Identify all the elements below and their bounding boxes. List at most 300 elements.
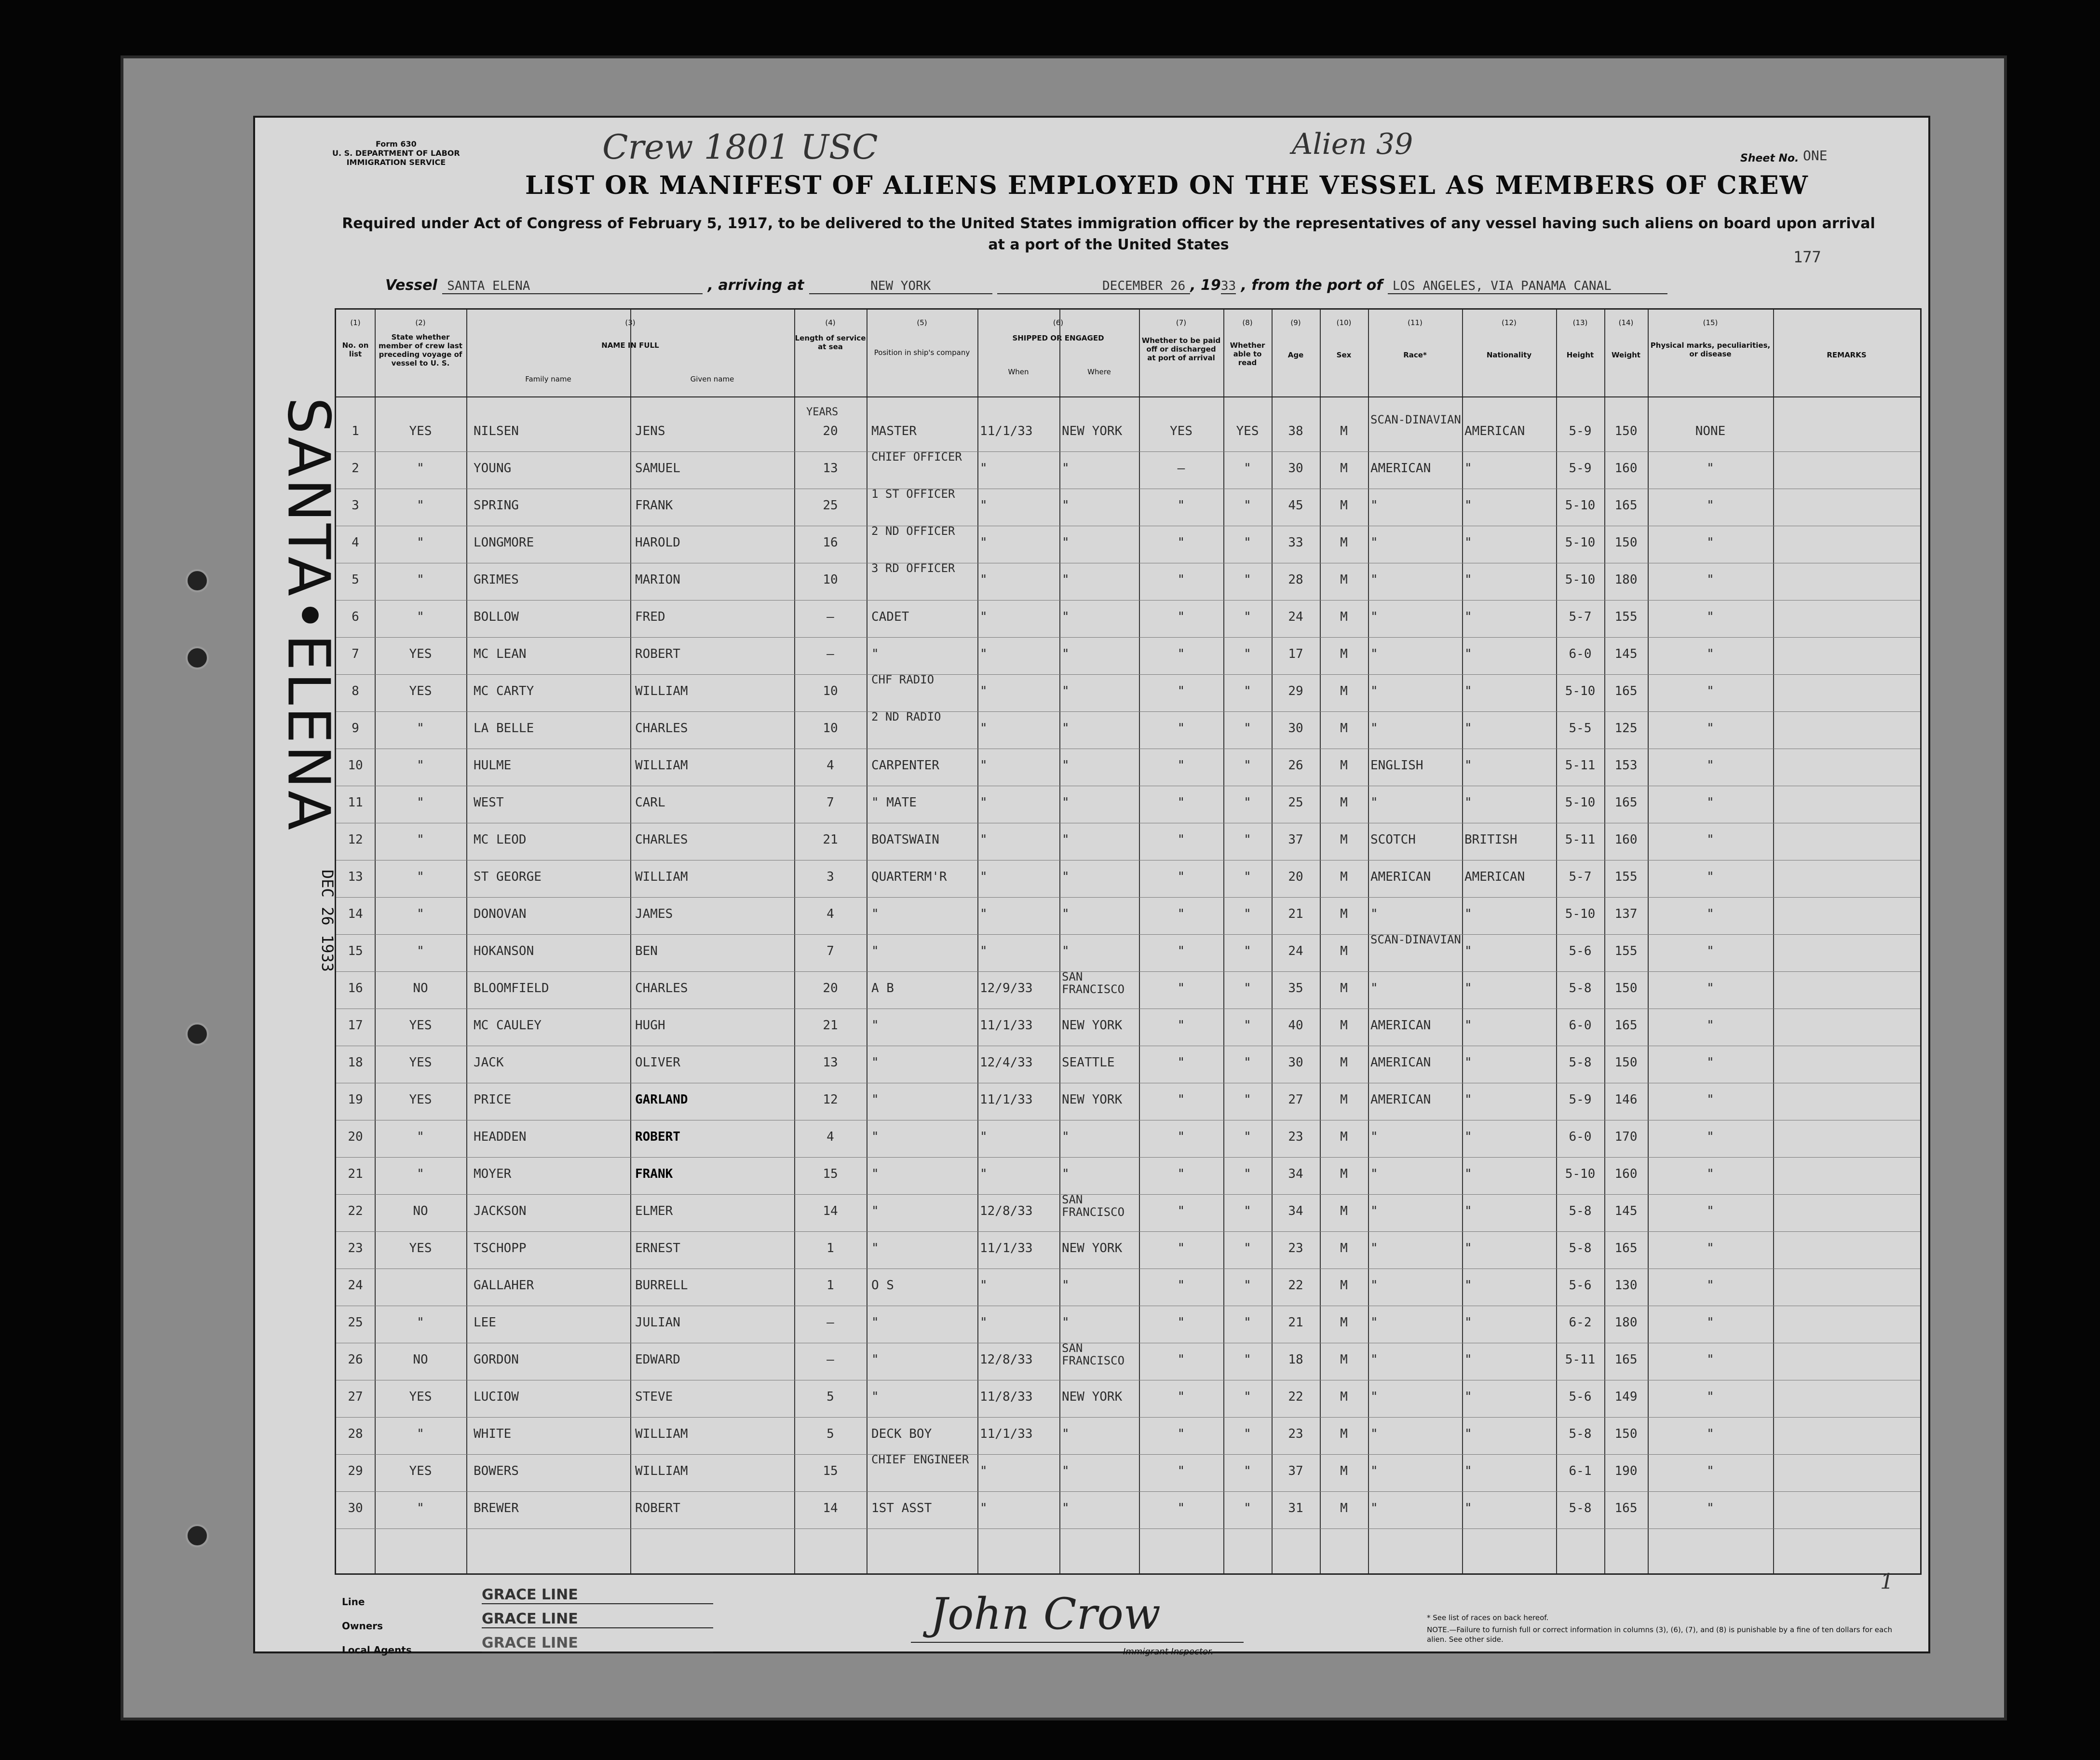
cell-paid: "	[1177, 721, 1185, 736]
table-row	[336, 1495, 1920, 1532]
cell-physical: "	[1707, 1055, 1714, 1070]
cell-height: 5-5	[1569, 721, 1592, 736]
cell-paid: "	[1177, 535, 1185, 550]
cell-physical: "	[1707, 944, 1714, 958]
cell-where: "	[1062, 907, 1070, 921]
cell-age: 23	[1288, 1241, 1303, 1255]
table-row	[336, 1050, 1920, 1087]
cell-nationality: "	[1464, 1167, 1472, 1181]
cell-service: 20	[823, 981, 838, 996]
cell-sex: M	[1340, 498, 1348, 513]
cell-sex: M	[1340, 1278, 1348, 1293]
cell-service: 21	[823, 1018, 838, 1033]
cell-family: WHITE	[474, 1427, 512, 1441]
cell-physical: "	[1707, 795, 1714, 810]
cell-age: 25	[1288, 795, 1303, 810]
cell-sex: M	[1340, 1390, 1348, 1404]
cell-nationality: "	[1464, 535, 1472, 550]
cell-race: AMERICAN	[1370, 870, 1431, 884]
cell-physical: "	[1707, 1278, 1714, 1293]
row-rule	[336, 451, 1920, 452]
row-rule	[336, 1454, 1920, 1455]
cell-position: "	[871, 1018, 879, 1033]
cell-age: 21	[1288, 1315, 1303, 1330]
cell-nationality: "	[1464, 1055, 1472, 1070]
cell-paid: "	[1177, 832, 1185, 847]
cell-read: "	[1244, 1315, 1251, 1330]
cell-physical: "	[1707, 1204, 1714, 1218]
cell-sex: M	[1340, 758, 1348, 773]
cell-when: "	[980, 795, 988, 810]
cell-sex: M	[1340, 1055, 1348, 1070]
cell-read: "	[1244, 981, 1251, 996]
cell-where: "	[1062, 498, 1070, 513]
cell-sex: M	[1340, 870, 1348, 884]
header-family-name: Family name	[525, 375, 571, 383]
cell-sex: M	[1340, 535, 1348, 550]
cell-weight: 155	[1614, 870, 1638, 884]
cell-service: 4	[826, 907, 834, 921]
cell-sex: M	[1340, 1130, 1348, 1144]
cell-physical: "	[1707, 1018, 1714, 1033]
cell-age: 22	[1288, 1278, 1303, 1293]
cell-height: 5-8	[1569, 1204, 1592, 1218]
row-rule	[336, 1528, 1920, 1529]
cell-weight: 165	[1614, 1241, 1638, 1255]
cell-family: HOKANSON	[474, 944, 534, 958]
cell-age: 34	[1288, 1167, 1303, 1181]
form-header	[332, 139, 460, 167]
cell-sex: M	[1340, 944, 1348, 958]
cell-height: 5-10	[1565, 535, 1596, 550]
cell-given: JENS	[635, 424, 665, 438]
cell-weight: 160	[1614, 461, 1638, 476]
header-when: When	[1008, 368, 1029, 376]
owners-value: GRACE LINE	[482, 1610, 713, 1628]
table-row	[336, 933, 1920, 975]
cell-sex: M	[1340, 1018, 1348, 1033]
vessel-label: Vessel	[385, 277, 437, 294]
cell-read: "	[1244, 795, 1251, 810]
cell-nationality: "	[1464, 684, 1472, 698]
cell-race: SCOTCH	[1370, 832, 1416, 847]
from-port: LOS ANGELES, VIA PANAMA CANAL	[1388, 279, 1667, 294]
cell-when: "	[980, 1501, 988, 1515]
cell-height: 5-8	[1569, 981, 1592, 996]
header-name: NAME IN FULL	[601, 341, 659, 350]
cell-read: "	[1244, 1055, 1251, 1070]
cell-physical: "	[1707, 1427, 1714, 1441]
cell-height: 5-10	[1565, 907, 1596, 921]
cell-position: "	[871, 1055, 879, 1070]
cell-when: 12/8/33	[980, 1204, 1033, 1218]
cell-family: MC LEOD	[474, 832, 527, 847]
table-row	[336, 487, 1920, 530]
cell-when: 11/1/33	[980, 1427, 1033, 1441]
cell-position: "	[871, 1092, 879, 1107]
cell-when: "	[980, 1130, 988, 1144]
cell-position: "	[871, 1130, 879, 1144]
cell-prev: "	[417, 498, 424, 513]
cell-given: ROBERT	[635, 1130, 680, 1144]
cell-service: 5	[826, 1390, 834, 1404]
cell-sex: M	[1340, 907, 1348, 921]
cell-sex: M	[1340, 1352, 1348, 1367]
cell-nationality: "	[1464, 1204, 1472, 1218]
cell-paid: —	[1177, 461, 1185, 476]
header-race: Race*	[1403, 351, 1427, 359]
cell-paid: "	[1177, 573, 1185, 587]
cell-given: SAMUEL	[635, 461, 680, 476]
cell-where: "	[1062, 795, 1070, 810]
cell-physical: "	[1707, 907, 1714, 921]
vessel-line	[385, 277, 1667, 294]
cell-height: 5-9	[1569, 461, 1592, 476]
cell-prev: "	[417, 832, 424, 847]
table-row	[336, 1235, 1920, 1272]
cell-no: 11	[348, 795, 363, 810]
table-row	[336, 970, 1920, 1012]
cell-physical: "	[1707, 535, 1714, 550]
cell-height: 5-10	[1565, 573, 1596, 587]
col-num-4: (4)	[825, 318, 836, 327]
cell-position: 3 RD OFFICER	[871, 561, 955, 575]
table-row	[336, 1124, 1920, 1161]
cell-age: 24	[1288, 944, 1303, 958]
cell-height: 6-0	[1569, 1018, 1592, 1033]
cell-family: GORDON	[474, 1352, 519, 1367]
cell-where: "	[1062, 610, 1070, 624]
cell-where: "	[1062, 944, 1070, 958]
arrival-date: DECEMBER 26	[997, 279, 1190, 294]
cell-nationality: "	[1464, 1390, 1472, 1404]
service-name: IMMIGRATION SERVICE	[346, 158, 446, 167]
cell-prev: YES	[409, 1464, 432, 1478]
cell-service: 15	[823, 1464, 838, 1478]
table-row	[336, 413, 1920, 455]
cell-prev: "	[417, 1501, 424, 1515]
cell-paid: YES	[1170, 424, 1192, 438]
cell-given: ROBERT	[635, 647, 680, 661]
table-row	[336, 673, 1920, 715]
cell-height: 5-10	[1565, 795, 1596, 810]
cell-no: 29	[348, 1464, 363, 1478]
cell-family: DONOVAN	[474, 907, 527, 921]
cell-given: HUGH	[635, 1018, 665, 1033]
cell-when: "	[980, 832, 988, 847]
cell-family: YOUNG	[474, 461, 512, 476]
cell-weight: 130	[1614, 1278, 1638, 1293]
cell-family: NILSEN	[474, 424, 519, 438]
header-length-service: Length of service at sea	[795, 334, 866, 351]
header-no: No. on list	[342, 341, 369, 358]
cell-where: SEATTLE	[1062, 1055, 1115, 1070]
cell-read: "	[1244, 1352, 1251, 1367]
cell-race: "	[1370, 1241, 1378, 1255]
table-row	[336, 827, 1920, 864]
cell-when: "	[980, 535, 988, 550]
cell-read: "	[1244, 1427, 1251, 1441]
line-label: Line	[342, 1596, 365, 1608]
cell-age: 28	[1288, 573, 1303, 587]
year-prefix: , 19	[1190, 277, 1221, 294]
cell-no: 22	[348, 1204, 363, 1218]
cell-position: QUARTERM'R	[871, 870, 947, 884]
cell-when: "	[980, 721, 988, 736]
cell-family: MC CAULEY	[474, 1018, 542, 1033]
cell-prev: "	[417, 907, 424, 921]
cell-prev: "	[417, 610, 424, 624]
cell-where: NEW YORK	[1062, 1390, 1123, 1404]
cell-where: "	[1062, 1464, 1070, 1478]
cell-where: "	[1062, 647, 1070, 661]
cell-race: "	[1370, 573, 1378, 587]
cell-no: 3	[352, 498, 359, 513]
cell-prev: "	[417, 721, 424, 736]
cell-race: "	[1370, 1167, 1378, 1181]
cell-physical: "	[1707, 1390, 1714, 1404]
cell-service: 16	[823, 535, 838, 550]
cell-given: WILLIAM	[635, 684, 688, 698]
cell-service: 13	[823, 461, 838, 476]
cell-weight: 150	[1614, 1055, 1638, 1070]
cell-race: AMERICAN	[1370, 461, 1431, 476]
cell-family: GRIMES	[474, 573, 519, 587]
cell-sex: M	[1340, 1464, 1348, 1478]
cell-given: GARLAND	[635, 1092, 688, 1107]
cell-when: "	[980, 1167, 988, 1181]
cell-height: 5-7	[1569, 610, 1592, 624]
cell-paid: "	[1177, 1241, 1185, 1255]
cell-no: 20	[348, 1130, 363, 1144]
cell-weight: 145	[1614, 1204, 1638, 1218]
cell-physical: "	[1707, 1501, 1714, 1515]
page-subtitle: Required under Act of Congress of February 5, 1917, to be delivered to the United States immigration officer by the representatives of any vessel having such aliens on board upon arrival at a port of the United States	[342, 215, 1875, 253]
col-num-1: (1)	[350, 318, 361, 327]
col-num-15: (15)	[1703, 318, 1718, 327]
table-row	[336, 561, 1920, 604]
cell-height: 6-1	[1569, 1464, 1592, 1478]
table-row	[336, 1421, 1920, 1458]
cell-no: 5	[352, 573, 359, 587]
cell-where: NEW YORK	[1062, 1241, 1123, 1255]
cell-weight: 137	[1614, 907, 1638, 921]
cell-service: —	[826, 610, 834, 624]
cell-paid: "	[1177, 498, 1185, 513]
cell-no: 27	[348, 1390, 363, 1404]
corner-mark: 1	[1880, 1569, 1894, 1594]
cell-weight: 150	[1614, 424, 1638, 438]
cell-nationality: "	[1464, 1501, 1472, 1515]
cell-family: MC LEAN	[474, 647, 527, 661]
cell-given: OLIVER	[635, 1055, 680, 1070]
punch-hole	[186, 569, 209, 592]
cell-weight: 146	[1614, 1092, 1638, 1107]
row-rule	[336, 1157, 1920, 1158]
cell-age: 31	[1288, 1501, 1303, 1515]
cell-nationality: BRITISH	[1464, 832, 1517, 847]
cell-physical: "	[1707, 1241, 1714, 1255]
cell-nationality: "	[1464, 1352, 1472, 1367]
cell-no: 9	[352, 721, 359, 736]
from-port-label: , from the port of	[1241, 277, 1383, 294]
cell-service: —	[826, 647, 834, 661]
header-remarks: REMARKS	[1827, 351, 1867, 359]
col-num-13: (13)	[1572, 318, 1588, 327]
page-number: 177	[1793, 248, 1821, 266]
cell-position: 2 ND OFFICER	[871, 524, 955, 538]
header-sex: Sex	[1336, 351, 1352, 359]
cell-read: YES	[1236, 424, 1259, 438]
cell-family: JACK	[474, 1055, 504, 1070]
department-name: U. S. DEPARTMENT OF LABOR	[332, 149, 460, 158]
cell-age: 21	[1288, 907, 1303, 921]
cell-prev: YES	[409, 1390, 432, 1404]
col-num-8: (8)	[1242, 318, 1253, 327]
cell-when: "	[980, 498, 988, 513]
table-row	[336, 1087, 1920, 1124]
cell-nationality: "	[1464, 498, 1472, 513]
cell-position: MASTER	[871, 424, 917, 438]
cell-age: 33	[1288, 535, 1303, 550]
cell-prev: NO	[413, 981, 428, 996]
cell-where: "	[1062, 1501, 1070, 1515]
cell-no: 23	[348, 1241, 363, 1255]
cell-no: 25	[348, 1315, 363, 1330]
cell-height: 5-9	[1569, 424, 1592, 438]
cell-service: 7	[826, 944, 834, 958]
cell-age: 37	[1288, 832, 1303, 847]
cell-where: SAN FRANCISCO	[1062, 1341, 1125, 1367]
cell-age: 40	[1288, 1018, 1303, 1033]
cell-prev: "	[417, 1130, 424, 1144]
cell-read: "	[1244, 1278, 1251, 1293]
cell-race: "	[1370, 1501, 1378, 1515]
arrival-year: 33	[1220, 279, 1236, 293]
cell-height: 6-2	[1569, 1315, 1592, 1330]
col-num-9: (9)	[1290, 318, 1301, 327]
cell-race: "	[1370, 1204, 1378, 1218]
cell-position: "	[871, 647, 879, 661]
col-num-5: (5)	[917, 318, 927, 327]
cell-sex: M	[1340, 832, 1348, 847]
row-rule	[336, 1491, 1920, 1492]
cell-where: NEW YORK	[1062, 1018, 1123, 1033]
cell-nationality: "	[1464, 573, 1472, 587]
table-row	[336, 1272, 1920, 1310]
cell-no: 18	[348, 1055, 363, 1070]
cell-prev: YES	[409, 647, 432, 661]
stamp-date: DEC 26 1933	[318, 870, 337, 972]
cell-sex: M	[1340, 981, 1348, 996]
cell-when: "	[980, 573, 988, 587]
cell-race: "	[1370, 981, 1378, 996]
cell-where: "	[1062, 1130, 1070, 1144]
cell-read: "	[1244, 1390, 1251, 1404]
cell-position: "	[871, 1167, 879, 1181]
cell-physical: NONE	[1695, 424, 1726, 438]
cell-nationality: "	[1464, 1464, 1472, 1478]
cell-service: 15	[823, 1167, 838, 1181]
cell-given: WILLIAM	[635, 870, 688, 884]
row-rule	[336, 711, 1920, 712]
cell-paid: "	[1177, 907, 1185, 921]
cell-read: "	[1244, 758, 1251, 773]
punch-hole	[186, 1524, 209, 1547]
cell-physical: "	[1707, 1130, 1714, 1144]
cell-given: FRED	[635, 610, 665, 624]
cell-physical: "	[1707, 721, 1714, 736]
cell-race: AMERICAN	[1370, 1055, 1431, 1070]
cell-physical: "	[1707, 461, 1714, 476]
cell-service: 10	[823, 684, 838, 698]
cell-physical: "	[1707, 1167, 1714, 1181]
cell-read: "	[1244, 610, 1251, 624]
cell-family: LUCIOW	[474, 1390, 519, 1404]
cell-prev: "	[417, 944, 424, 958]
cell-nationality: "	[1464, 944, 1472, 958]
cell-position: 2 ND RADIO	[871, 710, 941, 723]
cell-race: "	[1370, 1390, 1378, 1404]
cell-where: "	[1062, 721, 1070, 736]
cell-paid: "	[1177, 870, 1185, 884]
cell-age: 23	[1288, 1427, 1303, 1441]
cell-family: BLOOMFIELD	[474, 981, 549, 996]
cell-height: 5-11	[1565, 1352, 1596, 1367]
cell-read: "	[1244, 870, 1251, 884]
cell-prev: "	[417, 573, 424, 587]
cell-service: —	[826, 1315, 834, 1330]
cell-prev: YES	[409, 684, 432, 698]
punch-hole	[186, 1023, 209, 1046]
cell-family: TSCHOPP	[474, 1241, 527, 1255]
cell-given: BURRELL	[635, 1278, 688, 1293]
cell-nationality: "	[1464, 1092, 1472, 1107]
cell-age: 26	[1288, 758, 1303, 773]
table-row	[336, 1341, 1920, 1384]
cell-given: ROBERT	[635, 1501, 680, 1515]
cell-weight: 180	[1614, 573, 1638, 587]
cell-where: "	[1062, 684, 1070, 698]
cell-weight: 165	[1614, 684, 1638, 698]
sheet-number: ONE	[1803, 148, 1828, 164]
cell-no: 6	[352, 610, 359, 624]
years-label: YEARS	[806, 406, 839, 418]
table-row	[336, 1453, 1920, 1495]
cell-age: 17	[1288, 647, 1303, 661]
cell-service: 10	[823, 573, 838, 587]
cell-sex: M	[1340, 1204, 1348, 1218]
cell-race: "	[1370, 1278, 1378, 1293]
cell-family: BREWER	[474, 1501, 519, 1515]
sheet-label: Sheet No.	[1740, 152, 1799, 164]
cell-physical: "	[1707, 573, 1714, 587]
cell-service: 13	[823, 1055, 838, 1070]
cell-service: 20	[823, 424, 838, 438]
table-row	[336, 790, 1920, 827]
cell-age: 22	[1288, 1390, 1303, 1404]
cell-given: ELMER	[635, 1204, 673, 1218]
cell-race: "	[1370, 498, 1378, 513]
cell-paid: "	[1177, 1464, 1185, 1478]
cell-race: "	[1370, 1464, 1378, 1478]
cell-height: 5-8	[1569, 1055, 1592, 1070]
cell-physical: "	[1707, 1315, 1714, 1330]
cell-height: 6-0	[1569, 647, 1592, 661]
cell-weight: 153	[1614, 758, 1638, 773]
cell-when: "	[980, 610, 988, 624]
cell-position: DECK BOY	[871, 1427, 932, 1441]
